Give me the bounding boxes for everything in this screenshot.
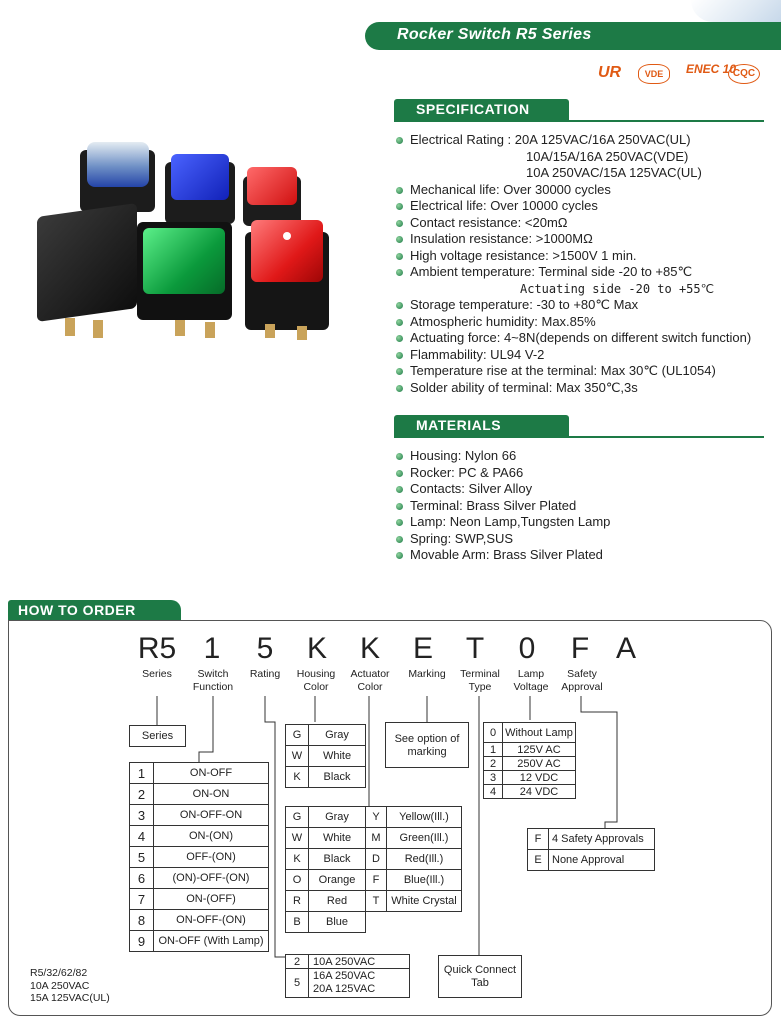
table-row xyxy=(484,785,576,799)
table-cell: T xyxy=(366,891,387,912)
table-cell: ON-OFF-ON xyxy=(154,805,269,826)
table-cell: 2 xyxy=(286,955,309,969)
label-lamp-voltage: Lamp Voltage xyxy=(513,668,549,693)
material-contacts: Contacts: Silver Alloy xyxy=(396,481,764,498)
spec-humidity: Atmospheric humidity: Max.85% xyxy=(396,314,764,331)
material-rocker: Rocker: PC & PA66 xyxy=(396,465,764,482)
table-cell: 3 xyxy=(130,805,154,826)
table-cell: Without Lamp xyxy=(503,723,576,743)
table-cell: ON-ON xyxy=(154,784,269,805)
table-cell: White xyxy=(309,746,366,767)
table-cell: E xyxy=(528,850,549,871)
table-cell: Blue xyxy=(309,912,366,933)
table-cell: 250V AC xyxy=(503,757,576,771)
code-actuator-color: K xyxy=(359,632,380,665)
table-cell: F xyxy=(528,829,549,850)
table-row xyxy=(528,829,655,850)
table-cell: Black xyxy=(309,767,366,788)
switch-function-table xyxy=(129,762,269,952)
table-cell xyxy=(366,912,387,933)
housing-color-table xyxy=(285,724,366,788)
table-cell: 6 xyxy=(130,868,154,889)
table-cell: Y xyxy=(366,807,387,828)
table-cell: White Crystal xyxy=(387,891,462,912)
table-row xyxy=(484,723,576,743)
spec-contact-resistance: Contact resistance: <20mΩ xyxy=(396,215,764,232)
page-title: Rocker Switch R5 Series xyxy=(397,26,592,43)
material-terminal: Terminal: Brass Silver Plated xyxy=(396,498,764,515)
table-row xyxy=(130,826,269,847)
code-rating: 5 xyxy=(256,632,274,665)
table-cell: 0 xyxy=(484,723,503,743)
cqc-mark-icon: CQC xyxy=(728,64,760,84)
table-cell: 5 xyxy=(130,847,154,868)
table-cell: 9 xyxy=(130,931,154,952)
table-cell: ON-OFF (With Lamp) xyxy=(154,931,269,952)
table-cell: Gray xyxy=(309,807,366,828)
spec-solder-ability: Solder ability of terminal: Max 350℃,3s xyxy=(396,380,764,397)
spec-electrical-rating-vde: 10A/15A/16A 250VAC(VDE) xyxy=(526,148,689,164)
spec-mechanical-life: Mechanical life: Over 30000 cycles xyxy=(396,182,764,199)
spec-actuating-force: Actuating force: 4~8N(depends on different switch function) xyxy=(396,330,764,347)
marking-box: See option of marking xyxy=(385,722,469,768)
table-cell: Yellow(Ill.) xyxy=(387,807,462,828)
table-cell: 4 xyxy=(130,826,154,847)
code-terminal-type: T xyxy=(465,632,485,665)
table-cell: 125V AC xyxy=(503,743,576,757)
table-cell: ON-(OFF) xyxy=(154,889,269,910)
table-row xyxy=(286,969,410,998)
label-marking: Marking xyxy=(408,668,446,680)
table-cell: Green(Ill.) xyxy=(387,828,462,849)
enec-mark-icon: ENEC 10 xyxy=(686,62,737,76)
table-row xyxy=(286,955,410,969)
table-cell: Red(Ill.) xyxy=(387,849,462,870)
table-row xyxy=(286,912,462,933)
terminal-type-box: Quick Connect Tab xyxy=(438,955,522,998)
code-series: R5 xyxy=(137,632,177,665)
table-cell: Blue(Ill.) xyxy=(387,870,462,891)
table-row xyxy=(484,743,576,757)
spec-flammability: Flammability: UL94 V-2 xyxy=(396,347,764,364)
table-row xyxy=(130,931,269,952)
table-cell: K xyxy=(286,849,309,870)
table-cell: 16A 250VAC 20A 125VAC xyxy=(309,969,410,998)
table-row xyxy=(286,807,462,828)
series-box: Series xyxy=(129,725,186,747)
table-cell: W xyxy=(286,746,309,767)
vde-mark-icon: VDE xyxy=(638,64,670,84)
spec-high-voltage: High voltage resistance: >1500V 1 min. xyxy=(396,248,764,265)
table-cell: Red xyxy=(309,891,366,912)
materials-title: MATERIALS xyxy=(394,415,569,436)
material-movable-arm: Movable Arm: Brass Silver Plated xyxy=(396,547,764,564)
table-row xyxy=(130,910,269,931)
table-row xyxy=(130,763,269,784)
rating-table xyxy=(285,954,410,998)
table-cell: None Approval xyxy=(549,850,655,871)
table-row xyxy=(130,868,269,889)
label-housing-color: Housing Color xyxy=(296,668,336,693)
table-cell: G xyxy=(286,807,309,828)
spec-electrical-life: Electrical life: Over 10000 cycles xyxy=(396,198,764,215)
table-cell: 8 xyxy=(130,910,154,931)
table-cell: 24 VDC xyxy=(503,785,576,799)
table-cell: B xyxy=(286,912,309,933)
spec-electrical-rating-ul: 10A 250VAC/15A 125VAC(UL) xyxy=(526,165,702,180)
label-switch-function: Switch Function xyxy=(192,668,234,693)
table-cell: OFF-(ON) xyxy=(154,847,269,868)
material-housing: Housing: Nylon 66 xyxy=(396,448,764,465)
table-cell: R xyxy=(286,891,309,912)
label-rating: Rating xyxy=(249,668,281,680)
spec-electrical-rating: Electrical Rating : 20A 125VAC/16A 250VAC(UL) xyxy=(396,132,764,149)
spec-ambient-temp: Ambient temperature: Terminal side -20 to +85℃ xyxy=(396,264,764,281)
table-cell: 3 xyxy=(484,771,503,785)
table-cell: 4 xyxy=(484,785,503,799)
table-cell: 10A 250VAC xyxy=(309,955,410,969)
label-actuator-color: Actuator Color xyxy=(350,668,390,693)
table-cell: 2 xyxy=(484,757,503,771)
table-cell: ON-(ON) xyxy=(154,826,269,847)
table-cell: White xyxy=(309,828,366,849)
table-row xyxy=(286,870,462,891)
table-row xyxy=(130,847,269,868)
table-cell: (ON)-OFF-(ON) xyxy=(154,868,269,889)
code-safety-approval: F xyxy=(570,632,590,665)
actuator-color-table xyxy=(285,806,462,933)
material-lamp: Lamp: Neon Lamp,Tungsten Lamp xyxy=(396,514,764,531)
table-row xyxy=(528,850,655,871)
table-row xyxy=(484,771,576,785)
label-safety-approval: Safety Approval xyxy=(561,668,603,693)
safety-approval-table xyxy=(527,828,655,871)
code-switch-function: 1 xyxy=(203,632,221,665)
label-series: Series xyxy=(142,668,172,680)
table-cell: M xyxy=(366,828,387,849)
table-cell: F xyxy=(366,870,387,891)
table-cell: Gray xyxy=(309,725,366,746)
lamp-voltage-table xyxy=(483,722,576,799)
table-row xyxy=(484,757,576,771)
code-suffix: A xyxy=(615,632,636,665)
table-cell: 1 xyxy=(130,763,154,784)
spec-storage-temp: Storage temperature: -30 to +80℃ Max xyxy=(396,297,764,314)
table-row xyxy=(286,746,366,767)
table-cell: 4 Safety Approvals xyxy=(549,829,655,850)
table-cell: W xyxy=(286,828,309,849)
code-marking: E xyxy=(412,632,433,665)
label-terminal-type: Terminal Type xyxy=(460,668,500,693)
material-spring: Spring: SWP,SUS xyxy=(396,531,764,548)
table-row xyxy=(286,891,462,912)
spec-temp-rise: Temperature rise at the terminal: Max 30℃ (UL1054) xyxy=(396,363,764,380)
table-cell: K xyxy=(286,767,309,788)
how-to-order-title: HOW TO ORDER xyxy=(8,600,181,621)
table-row xyxy=(130,889,269,910)
spec-ambient-temp-actuating: Actuating side -20 to +55℃ xyxy=(520,281,715,296)
table-row xyxy=(286,767,366,788)
table-row xyxy=(286,828,462,849)
table-row xyxy=(286,725,366,746)
table-cell: 1 xyxy=(484,743,503,757)
table-row xyxy=(286,849,462,870)
table-cell: G xyxy=(286,725,309,746)
table-cell: O xyxy=(286,870,309,891)
table-cell: 12 VDC xyxy=(503,771,576,785)
table-cell: ON-OFF xyxy=(154,763,269,784)
table-row xyxy=(130,805,269,826)
table-cell: ON-OFF-(ON) xyxy=(154,910,269,931)
ur-mark-icon: UR xyxy=(598,64,622,81)
table-row xyxy=(130,784,269,805)
table-cell: D xyxy=(366,849,387,870)
table-cell: 5 xyxy=(286,969,309,998)
specification-title: SPECIFICATION xyxy=(394,99,569,120)
spec-insulation-resistance: Insulation resistance: >1000MΩ xyxy=(396,231,764,248)
table-cell: Orange xyxy=(309,870,366,891)
rating-footnote: R5/32/62/82 10A 250VAC 15A 125VAC(UL) xyxy=(30,967,110,1004)
table-cell xyxy=(387,912,462,933)
table-cell: Black xyxy=(309,849,366,870)
code-housing-color: K xyxy=(306,632,327,665)
table-cell: 7 xyxy=(130,889,154,910)
table-cell: 2 xyxy=(130,784,154,805)
code-lamp-voltage: 0 xyxy=(518,632,536,665)
